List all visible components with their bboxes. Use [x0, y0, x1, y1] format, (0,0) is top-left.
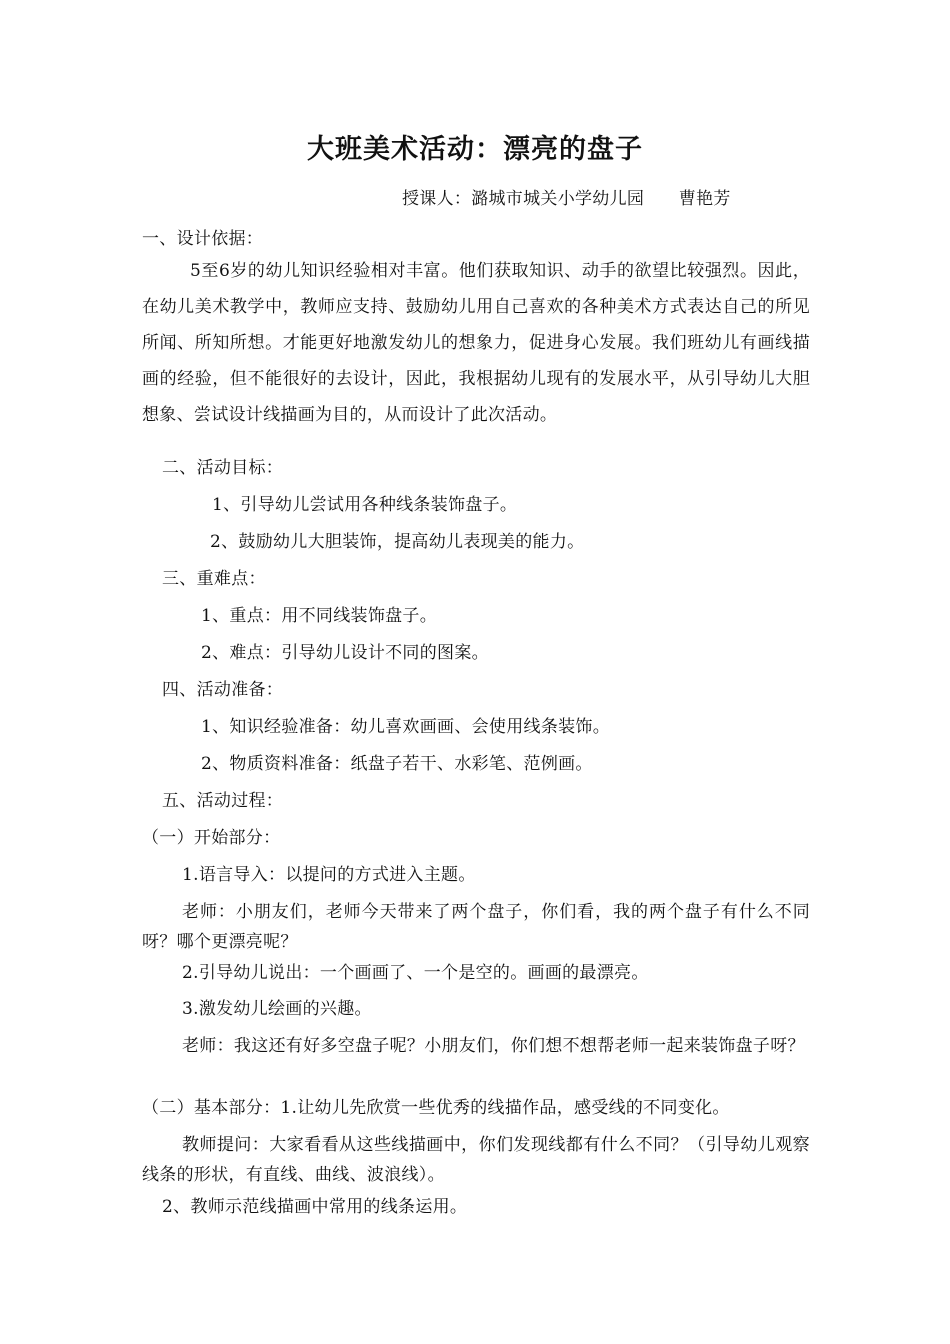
key-point-item: 1、重点：用不同线装饰盘子。 [201, 606, 438, 626]
design-basis-paragraph: 5至6岁的幼儿知识经验相对丰富。他们获取知识、动手的欲望比较强烈。因此，在幼儿美术教学中，教师应支持、鼓励幼儿用自己喜欢的各种美术方式表达自己的所见所闻、所知所想。才能更好地激发幼儿的想象力，促进身心发展。我们班幼儿有画线描画的经验，但不能很好的去设计，因此，我根据幼儿现有的发展水平，从引导幼儿大胆想象、尝试设计线描画为目的，从而设计了此次活动。 [142, 261, 810, 425]
section-heading-key-points: 三、重难点： [162, 569, 266, 589]
preparation-item: 2、物质资料准备：纸盘子若干、水彩笔、范例画。 [201, 754, 593, 774]
key-point-item: 2、难点：引导幼儿设计不同的图案。 [201, 643, 489, 663]
process-step: 2、教师示范线描画中常用的线条运用。 [162, 1197, 468, 1217]
part-heading-basic: （二）基本部分：1.让幼儿先欣赏一些优秀的线描作品，感受线的不同变化。 [142, 1098, 730, 1118]
section-heading-preparation: 四、活动准备： [162, 680, 284, 700]
section-heading-process: 五、活动过程： [162, 791, 284, 811]
teacher-dialogue: 老师：我这还有好多空盘子呢？小朋友们，你们想不想帮老师一起来装饰盘子呀？ [182, 1036, 805, 1056]
section-heading-objectives: 二、活动目标： [162, 458, 284, 478]
document-title: 大班美术活动：漂亮的盘子 [307, 134, 643, 165]
process-step: 1.语言导入：以提问的方式进入主题。 [182, 865, 476, 885]
teacher-question: 教师提问：大家看看从这些线描画中，你们发现线都有什么不同？（引导幼儿观察线条的形状，有直线、曲线、波浪线）。 [142, 1135, 810, 1185]
objective-item: 2、鼓励幼儿大胆装饰，提高幼儿表现美的能力。 [210, 532, 585, 552]
process-step: 3.激发幼儿绘画的兴趣。 [182, 999, 372, 1019]
part-heading-opening: （一）开始部分： [142, 828, 281, 848]
section-heading-design-basis: 一、设计依据： [142, 229, 264, 249]
process-step: 2.引导幼儿说出：一个画画了、一个是空的。画画的最漂亮。 [182, 963, 649, 983]
objective-item: 1、引导幼儿尝试用各种线条装饰盘子。 [212, 495, 518, 515]
author-line: 授课人：潞城市城关小学幼儿园 曹艳芳 [402, 189, 731, 209]
teacher-dialogue: 老师：小朋友们，老师今天带来了两个盘子，你们看，我的两个盘子有什么不同呀？哪个更漂亮呢？ [142, 902, 810, 952]
preparation-item: 1、知识经验准备：幼儿喜欢画画、会使用线条装饰。 [201, 717, 611, 737]
